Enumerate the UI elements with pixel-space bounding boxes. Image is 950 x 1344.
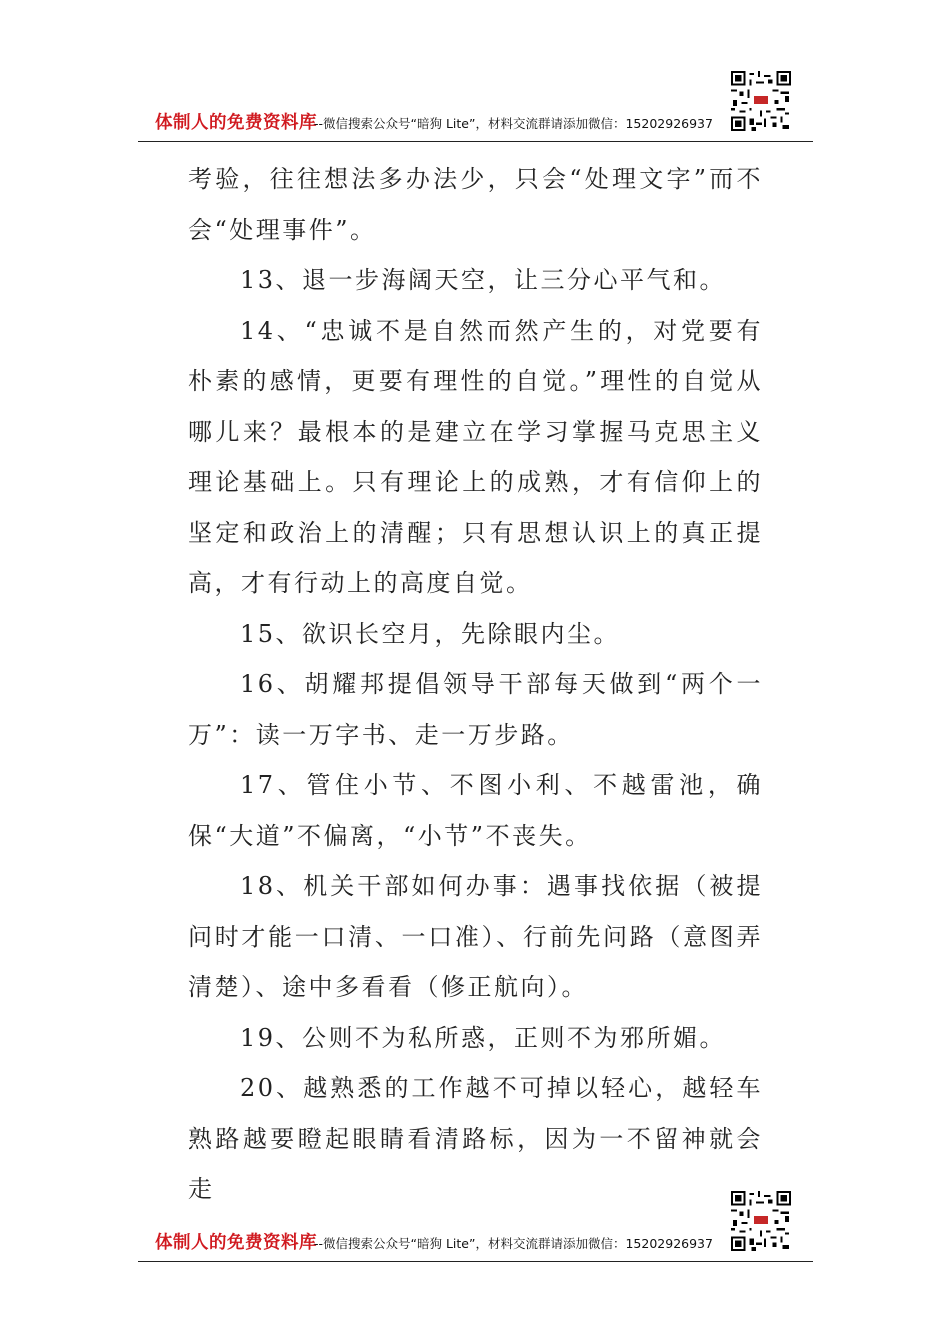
paragraph: 考验，往往想法多办法少，只会“处理文字”而不会“处理事件”。 <box>188 165 763 244</box>
paragraph: 13、退一步海阔天空，让三分心平气和。 <box>240 266 727 294</box>
qr-code-icon <box>731 1190 791 1252</box>
paragraph: 19、公则不为私所惑，正则不为邪所媚。 <box>240 1023 727 1052</box>
header-divider <box>138 141 813 142</box>
qr-code-icon <box>731 70 791 132</box>
paragraph: 14、“忠诚不是自然而然产生的，对党要有朴素的感情，更要有理性的自觉。”理性的自觉从哪儿来？最根本的是建立在学习掌握马克思主义理论基础上。只有理论上的成熟，才有信仰上的坚定和政治上的清醒；只有思想认识上的真正提高，才有行动上的高度自觉。 <box>188 316 763 597</box>
paragraph: 17、管住小节、不图小利、不越雷池，确保“大道”不偏离，“小节”不丧失。 <box>188 771 763 850</box>
header-brand: 体制人的免费资料库 <box>155 113 317 133</box>
paragraph: 15、欲识长空月，先除眼内尘。 <box>240 619 621 648</box>
footer-divider <box>138 1261 813 1262</box>
footer-banner <box>138 1190 813 1262</box>
header-banner <box>138 70 813 142</box>
footer-brand: 体制人的免费资料库 <box>155 1233 317 1253</box>
footer-info: --微信搜索公众号“暗狗 Lite”，材料交流群请添加微信：15202926937 <box>314 1236 713 1251</box>
paragraph: 20、越熟悉的工作越不可掉以轻心，越轻车熟路越要瞪起眼睛看清路标，因为一不留神就会走 <box>188 1074 763 1203</box>
paragraph: 16、胡耀邦提倡领导干部每天做到“两个一万”：读一万字书、走一万步路。 <box>188 670 763 749</box>
header-info: --微信搜索公众号“暗狗 Lite”，材料交流群请添加微信：15202926937 <box>314 116 713 131</box>
document-body <box>188 154 763 1215</box>
paragraph: 18、机关干部如何办事：遇事找依据（被提问时才能一口清、一口准）、行前先问路（意图弄清楚）、途中多看看（修正航向）。 <box>188 872 763 1001</box>
